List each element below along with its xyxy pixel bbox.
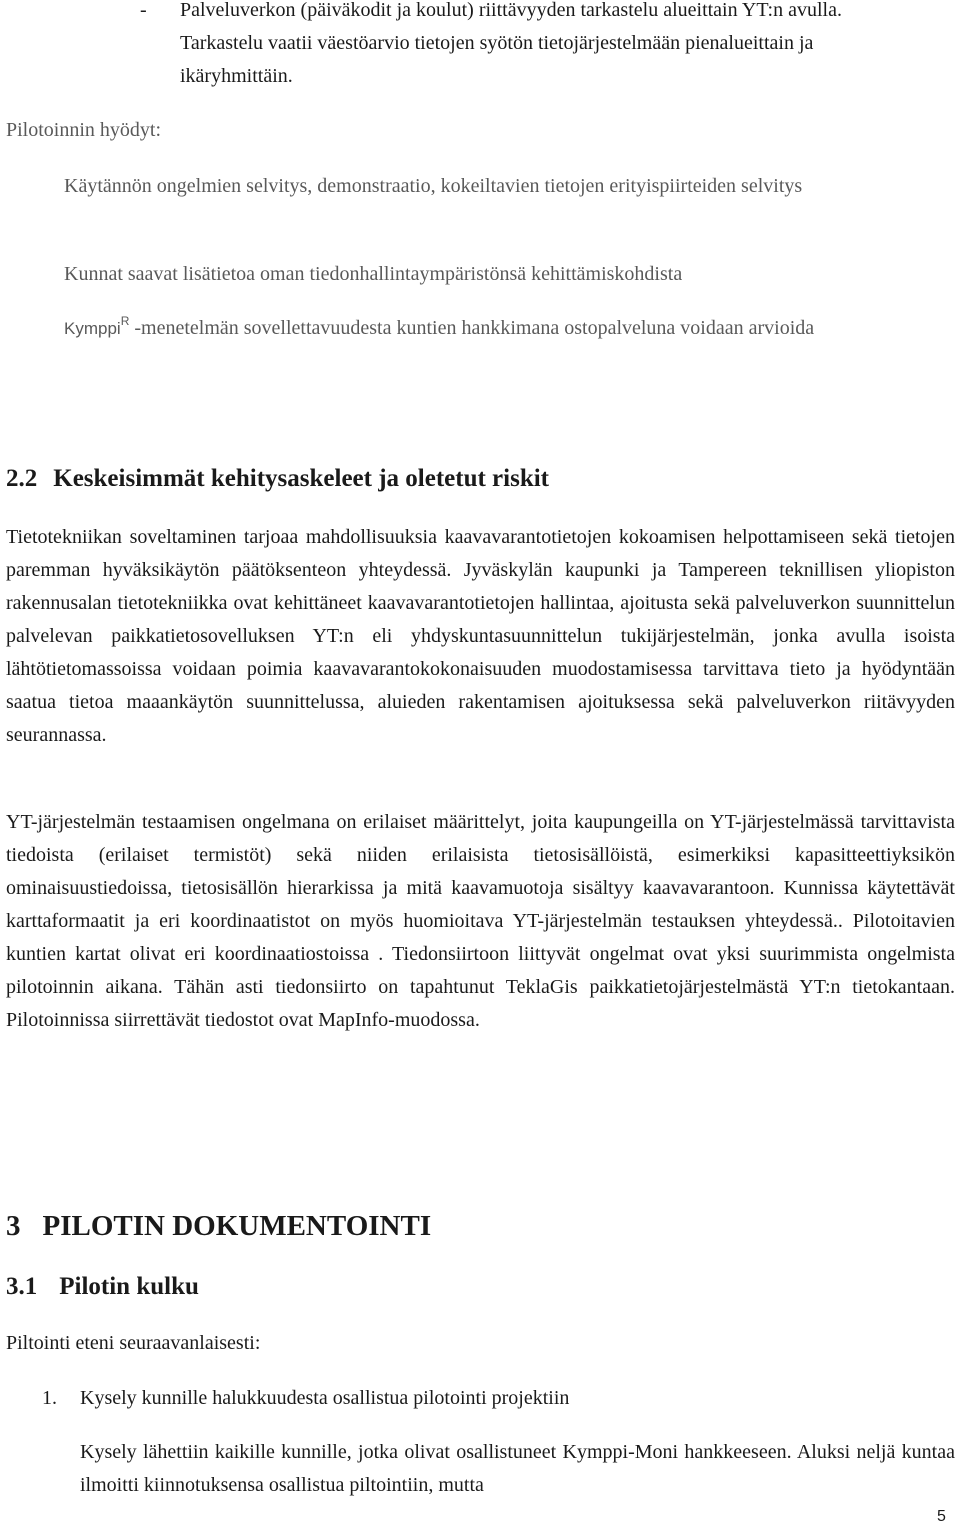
section-2-2-paragraph-1: Tietotekniikan soveltaminen tarjoaa mahdollisuuksia kaavavarantotietojen kokoamisen helpottamiseen sekä tietojen paremman hyväksikäytön päätöksenteon yhteydessä. Jyväskylän kaupunki ja Tampereen teknillisen yliopiston rakennusalan tietotekniikka ovat kehittäneet kaavavarantotietojen hallintaa, ajoitusta sekä palveluverkon suunnittelun palvelevan paikkatietosovelluksen YT:n eli yhdyskuntasuunnittelun tukijärjestelmän, jonka avulla isoista lähtötietomassoissa voidaan poimia kaavavarantokokonaisuuden muodostamisessa tarvittava tieto ja hyödyntään saatua tietoa maaankäytön suunnittelussa, aluieden rakentamisen ajoituksessa sekä palveluverkon riitävyyden seurannassa. [6,526,955,746]
list-item-1-body: Kysely lähettiin kaikille kunnille, jotka olivat osallistuneet Kymppi-Moni hankkeeseen. Aluksi neljä kuntaa ilmoitti kiinnotuksensa osallistua piltointiin, mutta [80,1441,955,1496]
section-number: 3.1 [6,1273,38,1300]
benefit-item-3 [64,312,955,345]
bullet-text: Palveluverkon (päiväkodit ja koulut) riittävyyden tarkastelu alueittain YT:n avulla. Tarkastelu vaatii väestöarvio tietojen syötön tietojärjestelmään pienalueittain ja ikäryhmittäin. [180,0,842,87]
page-number: 5 [937,1508,946,1525]
benefit-item-3-text: -menetelmän sovellettavuudesta kuntien hankkimana ostopalveluna voidaan arvioida [129,317,815,339]
registered-mark: R [120,314,130,328]
section-3-1-intro: Piltointi eteni seuraavanlaisesti: [6,1332,261,1354]
list-item-1-text: Kysely kunnille halukkuudesta osallistua pilotointi projektiin [80,1387,570,1409]
chapter-title: PILOTIN DOKUMENTOINTI [42,1210,432,1242]
benefits-label: Pilotoinnin hyödyt: [6,119,162,141]
bullet-dash: - [140,0,147,21]
section-title: Keskeisimmät kehitysaskeleet ja oletetut riskit [53,465,550,492]
section-number: 2.2 [6,465,38,492]
chapter-3-heading [6,1206,431,1246]
section-2-2-heading [6,462,549,496]
benefit-item-1: Käytännön ongelmien selvitys, demonstraatio, kokeiltavien tietojen erityispiirteiden selvitys [64,175,803,197]
section-title: Pilotin kulku [59,1273,199,1300]
benefit-item-2: Kunnat saavat lisätietoa oman tiedonhallintaympäristönsä kehittämiskohdista [64,263,683,285]
chapter-number: 3 [6,1210,21,1242]
list-item-1-number: 1. [42,1387,57,1409]
section-3-1-heading [6,1270,199,1304]
section-2-2-paragraph-2: YT-järjestelmän testaamisen ongelmana on erilaiset määrittelyt, joita kaupungeilla on YT-järjestelmässä tarvittavista tiedoista (erilaiset termistöt) sekä niiden erilaisista tietosisällöistä, esimerkiksi kapasitteettiyksikön ominaisuustiedoissa, tietosisällön hierarkissa ja mitä kaavamuotoja sisältyy kaavavarantoon. Kunnissa käytettävät karttaformaatit ja eri koordinaatistot on myös huomioitava YT-järjestelmän testauksen yhteydessä.. Pilotoitavien kuntien kartat olivat eri koordinaatiostoissa . Tiedonsiirtoon liittyvät ongelmat ovat yksi suurimmista ongelmista pilotoinnin aikana. Tähän asti tiedonsiirto on tapahtunut TeklaGis paikkatietojärjestelmästä YT:n tietokantaan. Pilotoinnissa siirrettävät tiedostot ovat MapInfo-muodossa. [6,811,955,1031]
kymppi-brand: Kymppi [64,319,121,338]
